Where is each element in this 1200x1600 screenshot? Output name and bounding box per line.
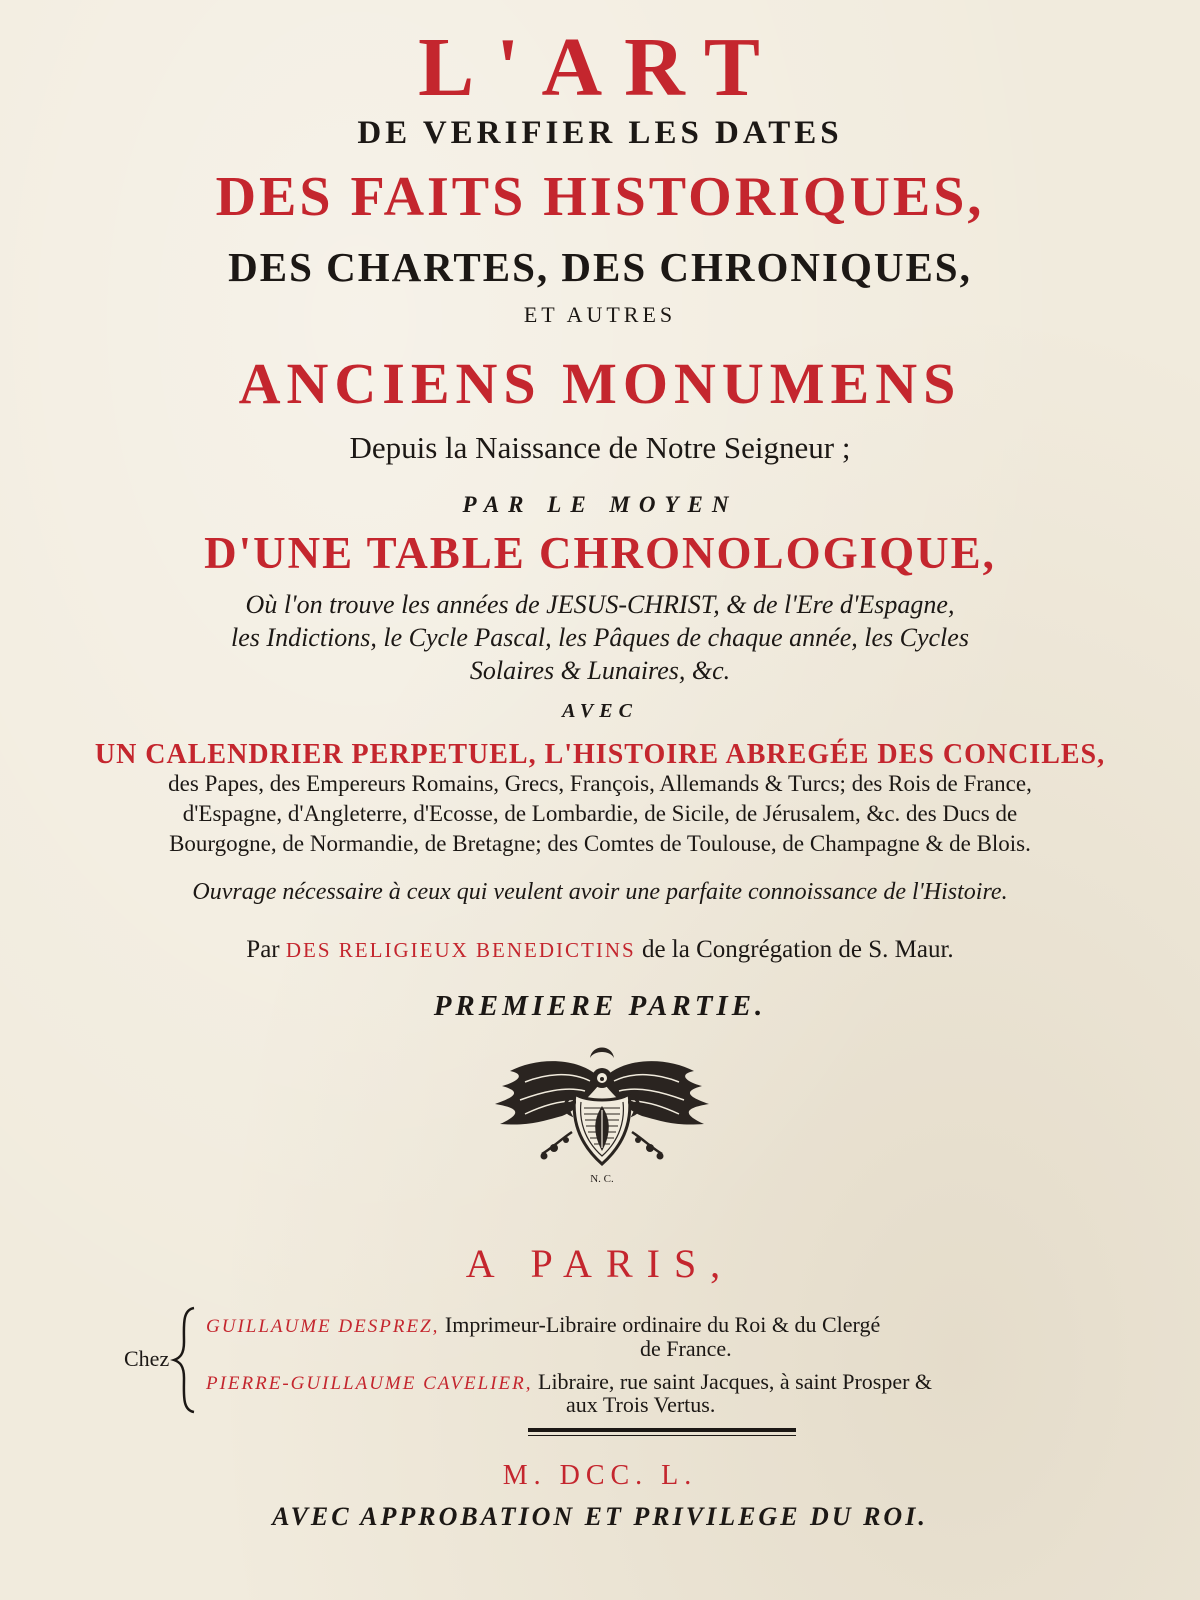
- authors-congregation: de la Congrégation de S. Maur.: [641, 936, 954, 963]
- main-title: L'ART: [418, 21, 782, 114]
- imprint-approbation: AVEC APPROBATION ET PRIVILEGE DU ROI.: [272, 1502, 928, 1531]
- publisher-1: [206, 1312, 880, 1338]
- authors-par: Par: [246, 936, 280, 963]
- authors-line: [0, 936, 1200, 964]
- table-chronologique: D'UNE TABLE CHRONOLOGIQUE,: [204, 528, 996, 578]
- publisher-1-desc-cont: de France.: [640, 1336, 732, 1361]
- subtitle-et-autres: ET AUTRES: [523, 302, 677, 327]
- avec-label: AVEC: [562, 700, 638, 722]
- imprint-rule-thick: [528, 1428, 796, 1432]
- contents-list-line-3: Bourgogne, de Normandie, de Bretagne; des Comtes de Toulouse, de Champagne & de Blois.: [169, 831, 1031, 856]
- winged-cartouche-icon: [480, 1036, 724, 1186]
- imprint-city: A PARIS,: [465, 1241, 735, 1286]
- method-desc-line-3: Solaires & Lunaires, &c.: [469, 656, 731, 685]
- imprint-year: M. DCC. L.: [502, 1460, 698, 1491]
- imprint-rule-thin: [528, 1435, 796, 1436]
- contents-list-line-2: d'Espagne, d'Angleterre, d'Ecosse, de Lombardie, de Sicile, de Jérusalem, &c. des Ducs de: [182, 801, 1018, 826]
- subtitle-anciens-monumens: ANCIENS MONUMENS: [238, 351, 962, 416]
- ouvrage-statement: Ouvrage nécessaire à ceux qui veulent avoir une parfaite connoissance de l'Histoire.: [192, 879, 1008, 905]
- imprint-chez: Chez: [124, 1346, 170, 1371]
- publisher-1-name: GUILLAUME DESPREZ,: [206, 1316, 440, 1337]
- contents-list-line-1: des Papes, des Empereurs Romains, Grecs, François, Allemands & Turcs; des Rois de France,: [168, 771, 1032, 796]
- curly-brace-icon: [170, 1306, 200, 1414]
- publisher-2-desc-cont: aux Trois Vertus.: [566, 1392, 716, 1417]
- subtitle-verifier-dates: DE VERIFIER LES DATES: [357, 115, 843, 151]
- publisher-2-desc: Libraire, rue saint Jacques, à saint Prosper &: [538, 1369, 933, 1394]
- subtitle-depuis: Depuis la Naissance de Notre Seigneur ;: [349, 430, 851, 465]
- partie-label: PREMIERE PARTIE.: [433, 990, 767, 1022]
- method-desc-line-1: Où l'on trouve les années de JESUS-CHRIST, & de l'Ere d'Espagne,: [245, 590, 955, 619]
- authors-religieux: DES RELIGIEUX BENEDICTINS: [285, 938, 636, 962]
- publisher-1-desc: Imprimeur-Libraire ordinaire du Roi & du Clergé: [444, 1312, 881, 1337]
- calendrier-heading: UN CALENDRIER PERPETUEL, L'HISTOIRE ABREGÉE DES CONCILES,: [94, 739, 1106, 770]
- method-desc-line-2: les Indictions, le Cycle Pascal, les Pâques de chaque année, les Cycles: [231, 623, 969, 652]
- subtitle-faits-historiques: DES FAITS HISTORIQUES,: [215, 166, 985, 228]
- subtitle-chartes-chroniques: DES CHARTES, DES CHRONIQUES,: [228, 244, 972, 290]
- publisher-2-name: PIERRE-GUILLAUME CAVELIER,: [206, 1373, 533, 1394]
- par-le-moyen: PAR LE MOYEN: [462, 492, 738, 517]
- vignette-initials: N. C.: [590, 1173, 614, 1185]
